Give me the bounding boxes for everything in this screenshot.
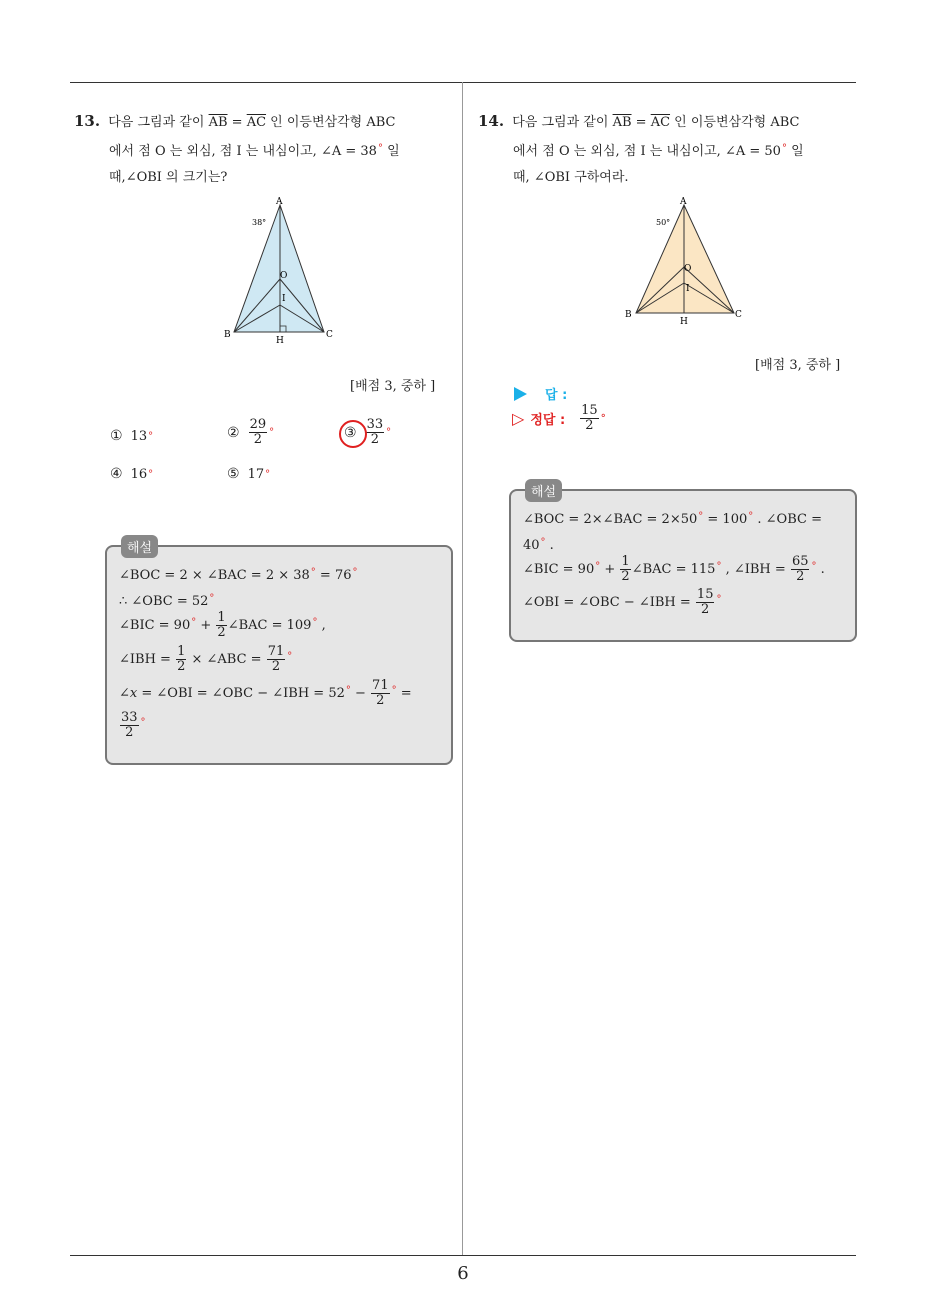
label-B: B	[224, 330, 231, 340]
bottom-rule	[70, 1255, 856, 1256]
label-H: H	[276, 336, 284, 346]
label-B: B	[625, 310, 632, 320]
solution-box-13	[105, 541, 453, 765]
label-A: A	[680, 197, 687, 207]
triangle-13-fill	[234, 205, 324, 332]
label-O: O	[280, 271, 288, 281]
label-C: C	[735, 310, 742, 320]
choice-2[interactable]: ② $\frac{29}{2}$ °	[227, 417, 275, 447]
answer-row	[514, 384, 567, 403]
label-O: O	[684, 264, 692, 274]
label-I: I	[686, 284, 690, 294]
question-14-line-3: 때, ∠OBI 구하여라.	[513, 170, 629, 185]
solution-line: ∠BOC = 2 × ∠BAC = 2 × 38° = 76°	[119, 567, 358, 583]
angle-label: 38°	[252, 218, 267, 227]
choice-4[interactable]: ④ 16 °	[110, 466, 154, 482]
solution-line: 40° .	[523, 537, 554, 553]
correct-label: 정답 :	[530, 413, 566, 428]
choice-3[interactable]: ③ $\frac{33}{2}$ °	[344, 417, 392, 447]
label-I: I	[282, 294, 286, 304]
question-13-line-3: 때,∠OBI 의 크기는?	[109, 170, 228, 185]
selected-answer-mark: ③	[344, 424, 357, 441]
triangle-figure-14	[622, 195, 746, 327]
solution-line: ∠IBH = $\frac{1}{2}$ × ∠ABC = $\frac{71}{2}$ °	[119, 644, 293, 674]
answer-label: 답 :	[545, 388, 568, 403]
score-14: [배점 3, 중하 ]	[755, 358, 841, 373]
choice-1[interactable]: ① 13 °	[110, 428, 154, 444]
question-14	[478, 108, 804, 191]
solution-line: ∠BIC = 90° + $\frac{1}{2}$ ∠BAC = 115° , ∠IBH = $\frac{65}{2}$ ° .	[523, 554, 825, 584]
question-14-line-1: 14. 다음 그림과 같이 $\overline{AB} = \overline{AC}$ 인 이등변삼각형 ABC	[478, 112, 800, 130]
play-icon	[514, 387, 527, 401]
correct-value: $\frac{15}{2}$	[581, 403, 598, 433]
score-13: [배점 3, 중하 ]	[350, 379, 436, 394]
triangle-14-fill	[636, 205, 734, 313]
solution-line: ∠BIC = 90° + $\frac{1}{2}$ ∠BAC = 109° ,	[119, 610, 326, 640]
label-C: C	[326, 330, 333, 340]
question-14-line-2: 에서 점 O 는 외심, 점 I 는 내심이고, ∠A = 50° 일	[513, 143, 804, 159]
solution-box-14	[509, 485, 857, 642]
angle-label: 50°	[656, 218, 671, 227]
question-13-line-2: 에서 점 O 는 외심, 점 I 는 내심이고, ∠A = 38° 일	[109, 143, 400, 159]
solution-tag: 해설	[121, 535, 158, 558]
solution-tag: 해설	[525, 479, 562, 502]
page-number: 6	[457, 1263, 469, 1284]
solution-line: $\frac{33}{2}$ °	[121, 710, 146, 740]
question-number: 13.	[74, 112, 101, 130]
correct-answer-row: ▷ 정답 : $\frac{15}{2}$ °	[512, 403, 606, 433]
solution-line: ∠x = ∠OBI = ∠OBC − ∠IBH = 52° − $\frac{71}{2}$ ° =	[119, 678, 412, 708]
solution-line: ∠BOC = 2×∠BAC = 2×50° = 100° . ∠OBC =	[523, 511, 822, 527]
question-13-line-1: 13. 다음 그림과 같이 $\overline{AB} = \overline{AC}$ 인 이등변삼각형 ABC	[74, 112, 396, 130]
play-outline-icon: ▷	[512, 409, 525, 428]
triangle-figure-13	[222, 195, 338, 347]
solution-line: ∠OBI = ∠OBC − ∠IBH = $\frac{15}{2}$ °	[523, 587, 722, 617]
top-rule	[70, 82, 856, 83]
choice-5[interactable]: ⑤ 17 °	[227, 466, 271, 482]
question-13	[74, 108, 400, 191]
question-number: 14.	[478, 112, 505, 130]
solution-line: ∴ ∠OBC = 52°	[119, 593, 215, 609]
column-divider	[462, 82, 463, 1256]
label-A: A	[276, 197, 283, 207]
label-H: H	[680, 317, 688, 327]
